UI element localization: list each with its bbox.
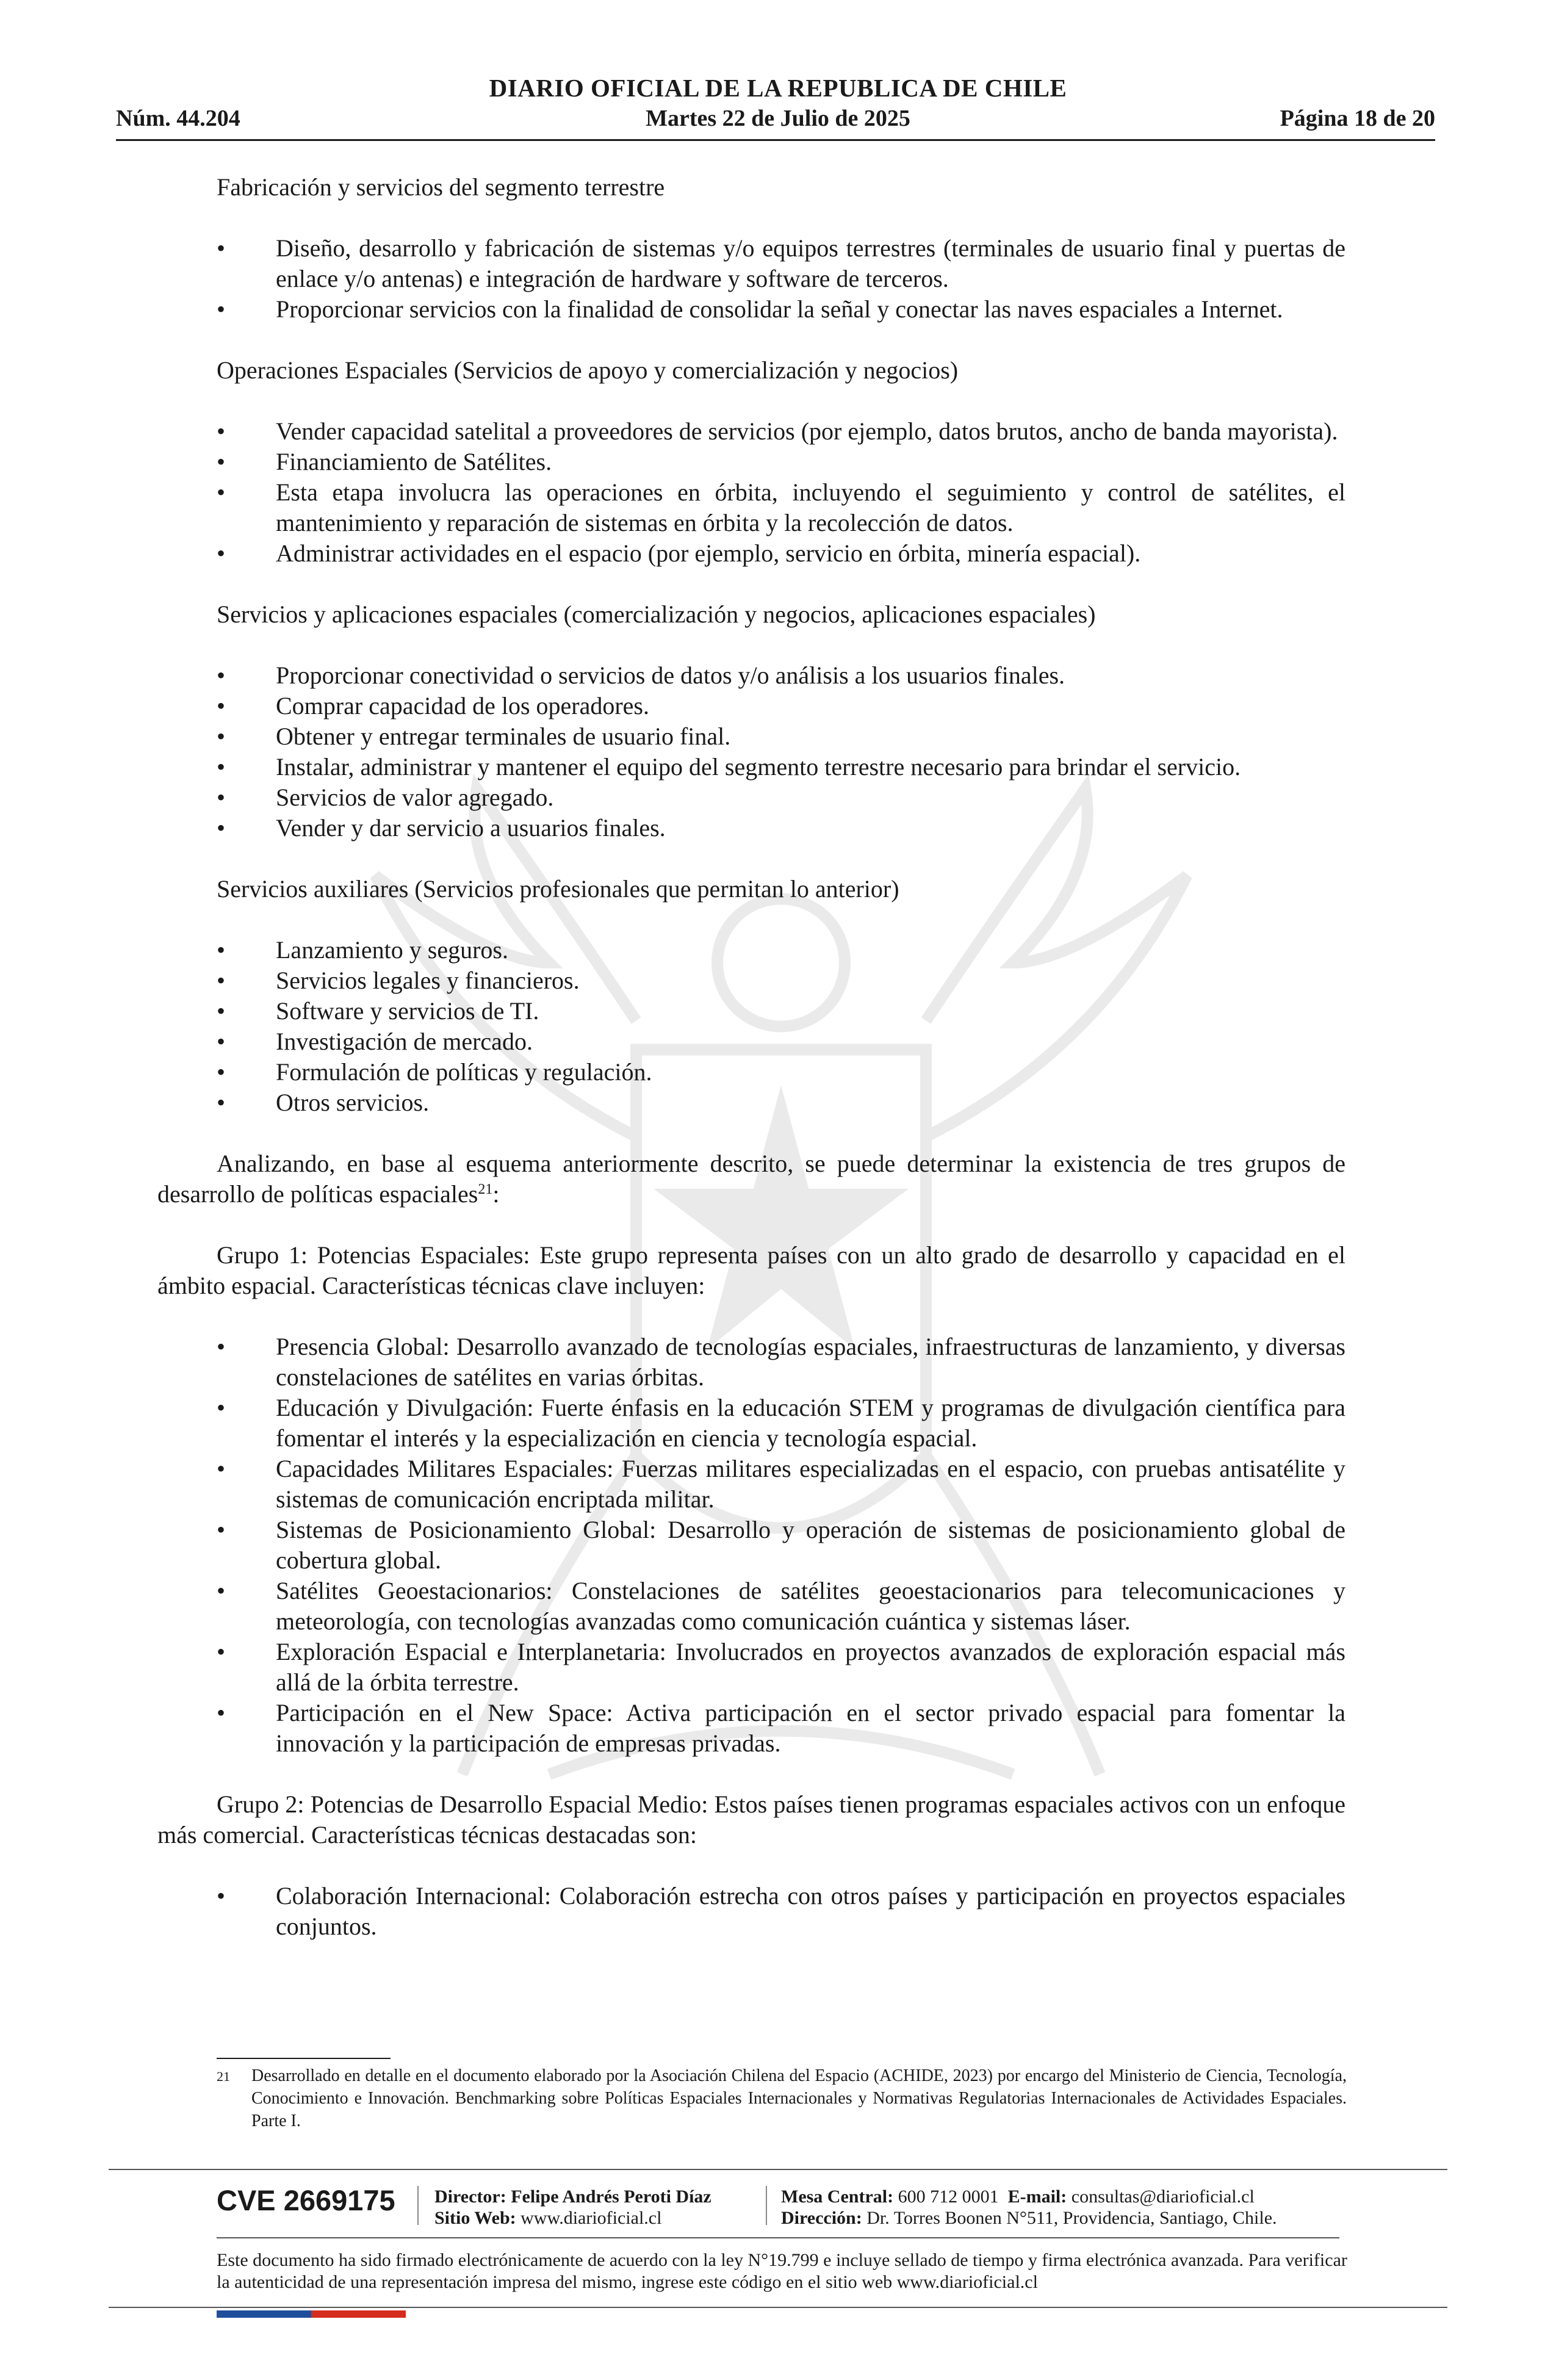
address-value: Dr. Torres Boonen N°511, Providencia, Santiago, Chile. [866, 2208, 1277, 2228]
bullet-icon: • [217, 814, 226, 842]
list-item: • Software y servicios de TI. [217, 996, 1345, 1026]
list-item: • Vender y dar servicio a usuarios finales. [217, 813, 1345, 843]
bullet-icon: • [217, 967, 226, 994]
list-item: • Administrar actividades en el espacio (por ejemplo, servicio en órbita, minería espacial). [217, 538, 1345, 569]
list-item: • Vender capacidad satelital a proveedores de servicios (por ejemplo, datos brutos, ancho de banda mayorista). [217, 416, 1345, 447]
bullet-icon: • [217, 936, 226, 964]
list-item: • Servicios de valor agregado. [217, 782, 1345, 813]
cve-code: CVE 2669175 [217, 2184, 395, 2216]
list-item: • Capacidades Militares Espaciales: Fuerzas militares especializadas en el espacio, con pruebas antisatélite y sistemas de comunicación encriptada militar. [217, 1455, 1345, 1513]
list-item: • Servicios legales y financieros. [217, 965, 1345, 996]
footer-separator [417, 2186, 419, 2225]
director-name: Director: Felipe Andrés Peroti Díaz [434, 2187, 711, 2207]
footer-divider [109, 2169, 1447, 2170]
bullet-icon: • [217, 234, 226, 262]
bullet-icon: • [217, 1028, 226, 1055]
flag-stripe-blue [217, 2310, 311, 2318]
legal-notice: Este documento ha sido firmado electrónicamente de acuerdo con la ley N°19.799 e incluye sellado de tiempo y firma electrónica avanzada. Para verificar la autenticidad de una representación impresa del mismo, ingrese este código en el sitio web www.diarioficial.cl [217, 2250, 1347, 2292]
bullet-icon: • [217, 448, 226, 475]
page-number: Página 18 de 20 [1280, 106, 1435, 131]
bullet-icon: • [217, 784, 226, 811]
list-item: • Obtener y entregar terminales de usuario final. [217, 721, 1345, 752]
bullet-list [217, 660, 1345, 843]
bullet-icon: • [217, 997, 226, 1025]
email-link[interactable]: consultas@diarioficial.cl [1071, 2187, 1255, 2207]
section-heading: Fabricación y servicios del segmento terrestre [217, 173, 665, 201]
bullet-icon: • [217, 723, 226, 750]
footnote-number: 21 [217, 2069, 230, 2084]
website-link[interactable]: www.diarioficial.cl [520, 2208, 662, 2228]
group2-intro: Grupo 2: Potencias de Desarrollo Espacial Medio: Estos países tienen programas espaciales activos con un enfoque más comercial. Características técnicas destacadas son: [157, 1790, 1345, 1848]
email-label: E-mail: [1007, 2187, 1067, 2207]
list-item: • Otros servicios. [217, 1087, 1345, 1118]
bullet-icon: • [217, 1058, 226, 1086]
bullet-icon: • [217, 753, 226, 781]
flag-stripe-red [311, 2310, 406, 2318]
bullet-icon: • [217, 692, 226, 719]
newspaper-title: DIARIO OFICIAL DE LA REPUBLICA DE CHILE [489, 74, 1067, 102]
bullet-icon: • [217, 539, 226, 567]
bullet-list [217, 233, 1345, 325]
bullet-icon: • [217, 417, 226, 445]
list-item: • Proporcionar conectividad o servicios de datos y/o análisis a los usuarios finales. [217, 660, 1345, 691]
list-item: • Sistemas de Posicionamiento Global: Desarrollo y operación de sistemas de posicionamiento global de cobertura global. [217, 1516, 1345, 1574]
list-item: • Participación en el New Space: Activa participación en el sector privado espacial para fomentar la innovación y la participación de empresas privadas. [217, 1699, 1345, 1757]
footer-divider [217, 2237, 1339, 2238]
list-item: • Esta etapa involucra las operaciones en órbita, incluyendo el seguimiento y control de satélites, el mantenimiento y reparación de sistemas en órbita y la recolección de datos. [217, 478, 1345, 536]
bullet-list [217, 935, 1345, 1118]
footer-director [434, 2186, 711, 2229]
bullet-icon: • [217, 1394, 226, 1421]
bullet-icon: • [217, 1516, 226, 1543]
list-item: • Exploración Espacial e Interplanetaria: Involucrados en proyectos avanzados de exploración espacial más allá de la órbita terrestre. [217, 1638, 1345, 1696]
document-body [157, 172, 1345, 1942]
bullet-icon: • [217, 1089, 226, 1116]
phone-label: Mesa Central: [781, 2187, 894, 2207]
list-item: • Diseño, desarrollo y fabricación de sistemas y/o equipos terrestres (terminales de usuario final y puertas de enlace y/o antenas) e integración de hardware y software de terceros. [217, 234, 1345, 292]
group1-intro: Grupo 1: Potencias Espaciales: Este grupo representa países con un alto grado de desarrollo y capacidad en el ámbito espacial. Características técnicas clave incluyen: [157, 1241, 1345, 1299]
bullet-list [217, 1332, 1345, 1759]
bullet-icon: • [217, 1638, 226, 1665]
section-heading: Operaciones Espaciales (Servicios de apoyo y comercialización y negocios) [217, 356, 959, 384]
list-item: • Presencia Global: Desarrollo avanzado de tecnologías espaciales, infraestructuras de lanzamiento, y diversas constelaciones de satélites en varias órbitas. [217, 1333, 1345, 1391]
section-heading: Servicios auxiliares (Servicios profesionales que permitan lo anterior) [217, 875, 899, 903]
list-item: • Formulación de políticas y regulación. [217, 1057, 1345, 1087]
list-item: • Instalar, administrar y mantener el equipo del segmento terrestre necesario para brindar el servicio. [217, 752, 1345, 782]
phone-value: 600 712 0001 [898, 2187, 999, 2207]
list-item: • Satélites Geoestacionarios: Constelaciones de satélites geoestacionarios para telecomunicaciones y meteorología, con tecnologías avanzadas como comunicación cuántica y sistemas láser. [217, 1577, 1345, 1635]
footnote-ref[interactable]: 21 [478, 1181, 493, 1197]
section-heading: Servicios y aplicaciones espaciales (comercialización y negocios, aplicaciones espaciales) [217, 600, 1096, 628]
bullet-list [217, 1881, 1345, 1942]
bullet-icon: • [217, 1699, 226, 1726]
footer-divider [109, 2307, 1447, 2308]
bullet-icon: • [217, 295, 226, 323]
list-item: • Proporcionar servicios con la finalidad de consolidar la señal y conectar las naves espaciales a Internet. [217, 294, 1345, 325]
bullet-icon: • [217, 1333, 226, 1360]
issue-date: Martes 22 de Julio de 2025 [646, 106, 910, 131]
footnote-divider [217, 2058, 391, 2059]
footer-separator [766, 2186, 767, 2225]
list-item: • Financiamiento de Satélites. [217, 447, 1345, 477]
bullet-icon: • [217, 1882, 226, 1909]
bullet-list [217, 416, 1345, 569]
header-divider [116, 139, 1435, 141]
footnote-text: Desarrollado en detalle en el documento elaborado por la Asociación Chilena del Espacio (ACHIDE, 2023) por encargo del Ministerio de Ciencia, Tecnología, Conocimiento e Innovación. Benchmarking sobre Políticas Espaciales Internacionales y Normativas Regulatorias Internacionales de Actividades Espaciales. Parte I. [251, 2066, 1347, 2130]
bullet-icon: • [217, 478, 226, 506]
footer-contact [781, 2186, 1277, 2229]
list-item: • Investigación de mercado. [217, 1026, 1345, 1057]
list-item: • Colaboración Internacional: Colaboración estrecha con otros países y participación en proyectos espaciales conjuntos. [217, 1882, 1345, 1940]
list-item: • Educación y Divulgación: Fuerte énfasis en la educación STEM y programas de divulgación científica para fomentar el interés y la especialización en ciencia y tecnología espacial. [217, 1394, 1345, 1452]
list-item: • Comprar capacidad de los operadores. [217, 691, 1345, 721]
analysis-paragraph: Analizando, en base al esquema anteriormente descrito, se puede determinar la existencia de tres grupos de desarrollo de políticas espaciales$^{21}$: [157, 1150, 1345, 1208]
bullet-icon: • [217, 662, 226, 689]
issue-number: Núm. 44.204 [116, 106, 240, 131]
website-label: Sitio Web: [434, 2208, 516, 2228]
bullet-icon: • [217, 1455, 226, 1482]
address-label: Dirección: [781, 2208, 862, 2228]
bullet-icon: • [217, 1577, 226, 1604]
list-item: • Lanzamiento y seguros. [217, 935, 1345, 965]
